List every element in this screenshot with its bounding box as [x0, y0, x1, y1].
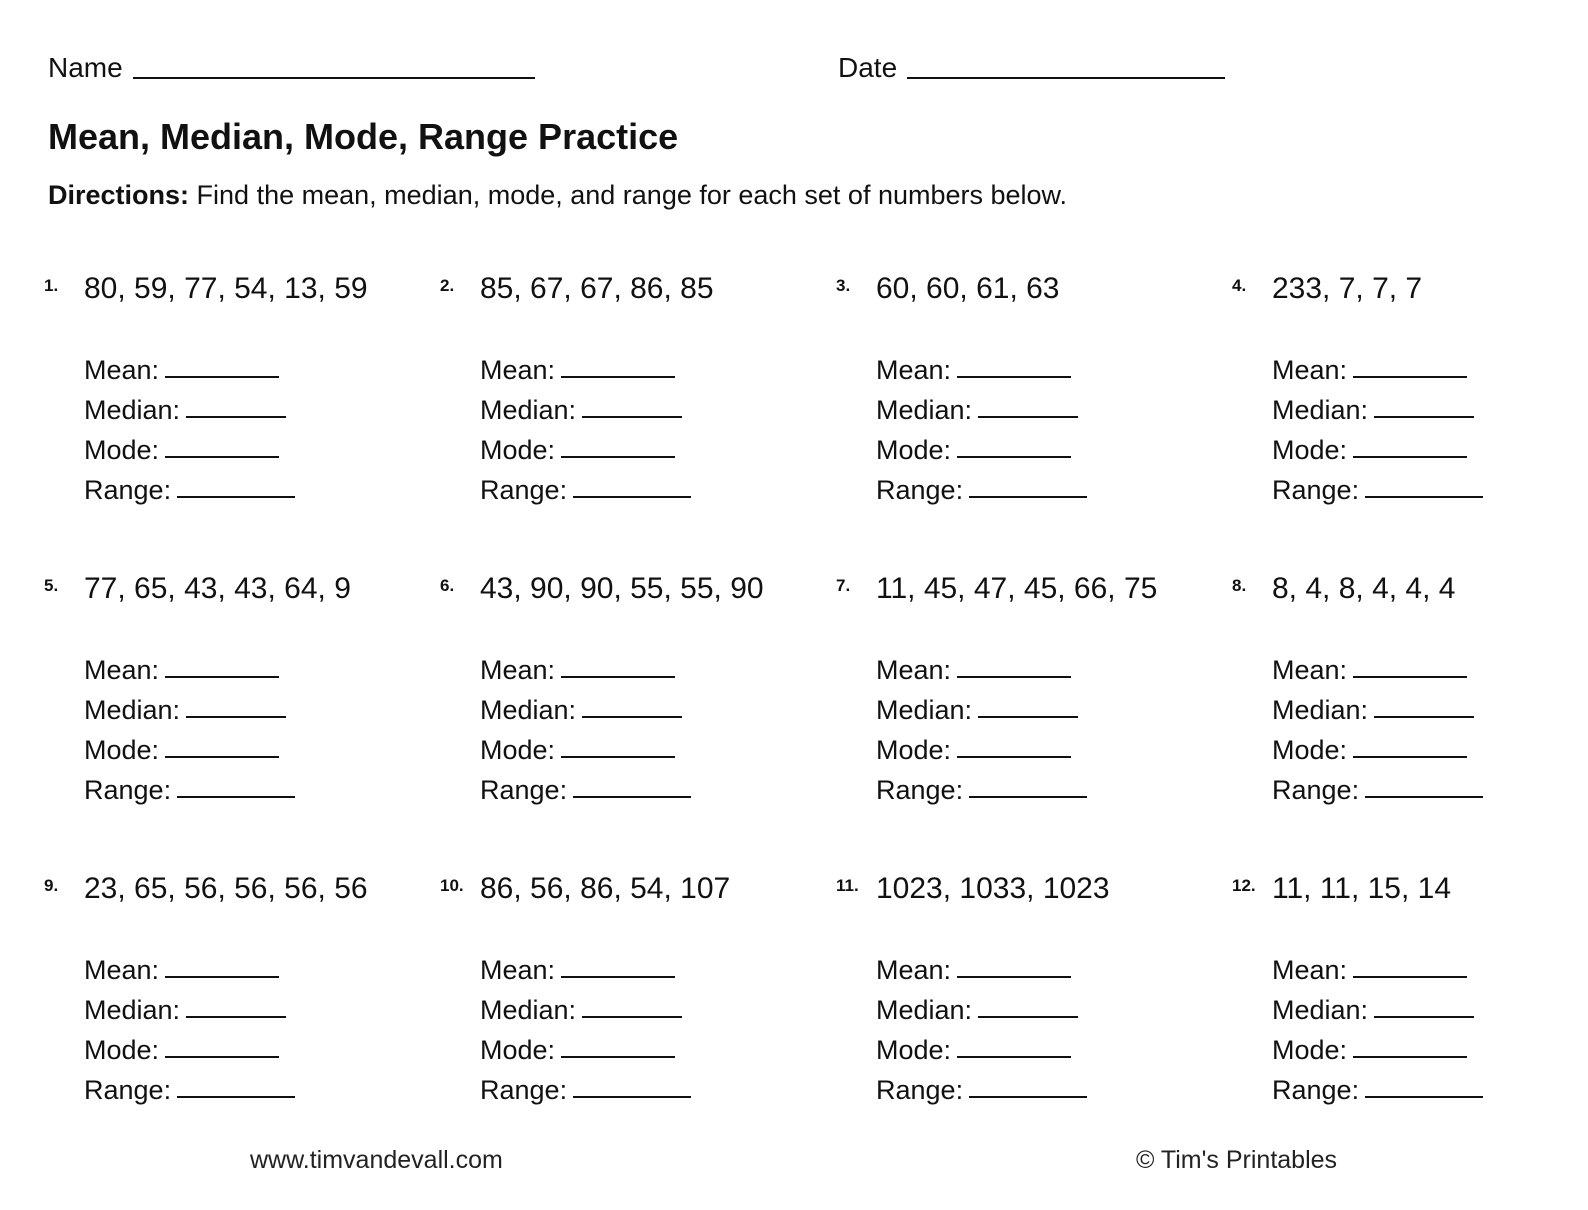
answer-list — [876, 946, 1087, 1106]
range-row — [1272, 766, 1483, 806]
mean-row — [84, 646, 295, 686]
problem-7 — [836, 572, 1216, 832]
mode-answer-blank[interactable] — [165, 456, 279, 458]
mean-label: Mean: — [480, 955, 556, 985]
range-answer-blank[interactable] — [969, 1096, 1087, 1098]
mode-answer-blank[interactable] — [957, 456, 1071, 458]
mode-row — [1272, 726, 1483, 766]
number-set: 1023, 1033, 1023 — [876, 872, 1110, 905]
mean-answer-blank[interactable] — [561, 976, 675, 978]
median-label: Median: — [480, 395, 577, 425]
problem-3 — [836, 272, 1216, 532]
median-label: Median: — [876, 695, 973, 725]
mode-answer-blank[interactable] — [1353, 456, 1467, 458]
mean-label: Mean: — [876, 955, 952, 985]
range-row — [84, 1066, 295, 1106]
median-row — [1272, 386, 1483, 426]
mode-row — [480, 1026, 691, 1066]
median-label: Median: — [84, 395, 181, 425]
mode-label: Mode: — [480, 1035, 556, 1065]
median-answer-blank[interactable] — [186, 416, 286, 418]
mean-row — [876, 346, 1087, 386]
range-label: Range: — [480, 475, 568, 505]
median-label: Median: — [84, 995, 181, 1025]
problem-number: 5. — [44, 576, 59, 595]
median-label: Median: — [1272, 395, 1369, 425]
mode-label: Mode: — [84, 735, 160, 765]
answer-list — [876, 646, 1087, 806]
answer-list — [1272, 646, 1483, 806]
mean-label: Mean: — [480, 655, 556, 685]
problem-5 — [44, 572, 424, 832]
footer-copyright: © Tim's Printables — [1136, 1146, 1338, 1174]
mean-answer-blank[interactable] — [561, 376, 675, 378]
problem-number: 2. — [440, 276, 455, 295]
median-answer-blank[interactable] — [978, 1016, 1078, 1018]
mode-label: Mode: — [876, 735, 952, 765]
mode-label: Mode: — [1272, 1035, 1348, 1065]
date-field — [838, 52, 1225, 84]
range-row — [1272, 1066, 1483, 1106]
number-set: 11, 11, 15, 14 — [1272, 872, 1452, 905]
range-answer-blank[interactable] — [177, 496, 295, 498]
mean-answer-blank[interactable] — [1353, 976, 1467, 978]
range-answer-blank[interactable] — [573, 1096, 691, 1098]
problem-number: 9. — [44, 876, 59, 895]
range-row — [84, 766, 295, 806]
mode-answer-blank[interactable] — [561, 1056, 675, 1058]
mode-answer-blank[interactable] — [957, 756, 1071, 758]
problem-9 — [44, 872, 424, 1132]
range-answer-blank[interactable] — [1365, 496, 1483, 498]
range-label: Range: — [84, 775, 172, 805]
mean-label: Mean: — [84, 955, 160, 985]
mode-row — [876, 726, 1087, 766]
mean-answer-blank[interactable] — [561, 676, 675, 678]
problem-8 — [1232, 572, 1588, 832]
median-label: Median: — [876, 995, 973, 1025]
mean-answer-blank[interactable] — [957, 376, 1071, 378]
mean-row — [876, 646, 1087, 686]
range-answer-blank[interactable] — [1365, 1096, 1483, 1098]
range-label: Range: — [876, 475, 964, 505]
range-answer-blank[interactable] — [573, 796, 691, 798]
answer-list — [1272, 346, 1483, 506]
median-row — [876, 986, 1087, 1026]
mean-row — [1272, 646, 1483, 686]
mode-label: Mode: — [876, 1035, 952, 1065]
median-answer-blank[interactable] — [1374, 1016, 1474, 1018]
median-row — [480, 986, 691, 1026]
mean-label: Mean: — [480, 355, 556, 385]
date-label: Date — [838, 52, 898, 83]
mode-row — [1272, 426, 1483, 466]
range-row — [1272, 466, 1483, 506]
median-row — [876, 386, 1087, 426]
range-label: Range: — [876, 1075, 964, 1105]
problem-2 — [440, 272, 820, 532]
answer-list — [480, 946, 691, 1106]
footer-url: www.timvandevall.com — [250, 1146, 503, 1174]
mode-answer-blank[interactable] — [165, 756, 279, 758]
problem-number: 4. — [1232, 276, 1247, 295]
name-blank[interactable] — [133, 77, 535, 79]
number-set: 233, 7, 7, 7 — [1272, 272, 1423, 305]
problem-number: 12. — [1232, 876, 1256, 895]
mean-answer-blank[interactable] — [957, 976, 1071, 978]
mode-label: Mode: — [1272, 735, 1348, 765]
mean-row — [84, 946, 295, 986]
mode-answer-blank[interactable] — [561, 756, 675, 758]
mode-label: Mode: — [84, 435, 160, 465]
range-answer-blank[interactable] — [1365, 796, 1483, 798]
median-answer-blank[interactable] — [186, 1016, 286, 1018]
median-answer-blank[interactable] — [978, 416, 1078, 418]
range-label: Range: — [1272, 775, 1360, 805]
answer-list — [84, 346, 295, 506]
mean-label: Mean: — [1272, 955, 1348, 985]
mode-row — [480, 426, 691, 466]
mean-row — [1272, 946, 1483, 986]
range-label: Range: — [480, 775, 568, 805]
mean-label: Mean: — [876, 655, 952, 685]
mean-answer-blank[interactable] — [165, 976, 279, 978]
mean-label: Mean: — [1272, 355, 1348, 385]
mode-row — [84, 1026, 295, 1066]
mean-label: Mean: — [876, 355, 952, 385]
mode-row — [876, 426, 1087, 466]
number-set: 77, 65, 43, 43, 64, 9 — [84, 572, 351, 605]
mode-row — [480, 726, 691, 766]
median-row — [1272, 986, 1483, 1026]
mean-answer-blank[interactable] — [1353, 376, 1467, 378]
answer-list — [480, 646, 691, 806]
mode-answer-blank[interactable] — [561, 456, 675, 458]
number-set: 85, 67, 67, 86, 85 — [480, 272, 714, 305]
median-row — [84, 386, 295, 426]
mean-row — [876, 946, 1087, 986]
mode-answer-blank[interactable] — [165, 1056, 279, 1058]
problem-number: 6. — [440, 576, 455, 595]
median-answer-blank[interactable] — [978, 716, 1078, 718]
median-answer-blank[interactable] — [582, 416, 682, 418]
mode-label: Mode: — [1272, 435, 1348, 465]
problem-number: 11. — [836, 876, 859, 895]
mean-answer-blank[interactable] — [165, 676, 279, 678]
median-answer-blank[interactable] — [186, 716, 286, 718]
directions-text: Find the mean, median, mode, and range for each set of numbers below. — [196, 180, 1068, 210]
median-answer-blank[interactable] — [1374, 716, 1474, 718]
median-label: Median: — [480, 695, 577, 725]
median-row — [84, 686, 295, 726]
range-answer-blank[interactable] — [969, 496, 1087, 498]
range-row — [480, 466, 691, 506]
problem-number: 10. — [440, 876, 464, 895]
answer-list — [1272, 946, 1483, 1106]
mean-row — [480, 346, 691, 386]
mean-row — [480, 946, 691, 986]
mean-answer-blank[interactable] — [165, 376, 279, 378]
mode-answer-blank[interactable] — [1353, 1056, 1467, 1058]
mean-label: Mean: — [84, 655, 160, 685]
mode-answer-blank[interactable] — [957, 1056, 1071, 1058]
directions-heading: Directions: — [48, 180, 190, 210]
mean-row — [1272, 346, 1483, 386]
mean-label: Mean: — [1272, 655, 1348, 685]
range-label: Range: — [1272, 1075, 1360, 1105]
mean-answer-blank[interactable] — [1353, 676, 1467, 678]
problem-1 — [44, 272, 424, 532]
median-row — [480, 686, 691, 726]
mode-answer-blank[interactable] — [1353, 756, 1467, 758]
mode-label: Mode: — [480, 435, 556, 465]
range-label: Range: — [84, 1075, 172, 1105]
median-answer-blank[interactable] — [1374, 416, 1474, 418]
problem-10 — [440, 872, 820, 1132]
number-set: 23, 65, 56, 56, 56, 56 — [84, 872, 368, 905]
date-blank[interactable] — [907, 77, 1225, 79]
median-row — [1272, 686, 1483, 726]
problem-12 — [1232, 872, 1588, 1132]
range-label: Range: — [1272, 475, 1360, 505]
median-label: Median: — [876, 395, 973, 425]
page-title: Mean, Median, Mode, Range Practice — [48, 116, 679, 157]
range-label: Range: — [480, 1075, 568, 1105]
number-set: 60, 60, 61, 63 — [876, 272, 1060, 305]
number-set: 11, 45, 47, 45, 66, 75 — [876, 572, 1158, 605]
median-label: Median: — [84, 695, 181, 725]
problem-number: 7. — [836, 576, 851, 595]
range-row — [480, 1066, 691, 1106]
median-answer-blank[interactable] — [582, 716, 682, 718]
median-row — [480, 386, 691, 426]
range-row — [480, 766, 691, 806]
mean-label: Mean: — [84, 355, 160, 385]
range-row — [876, 466, 1087, 506]
number-set: 86, 56, 86, 54, 107 — [480, 872, 731, 905]
answer-list — [876, 346, 1087, 506]
problem-6 — [440, 572, 820, 832]
range-row — [84, 466, 295, 506]
number-set: 43, 90, 90, 55, 55, 90 — [480, 572, 764, 605]
answer-list — [84, 646, 295, 806]
range-answer-blank[interactable] — [177, 796, 295, 798]
mean-answer-blank[interactable] — [957, 676, 1071, 678]
problem-11 — [836, 872, 1216, 1132]
range-label: Range: — [876, 775, 964, 805]
range-answer-blank[interactable] — [573, 496, 691, 498]
mode-label: Mode: — [480, 735, 556, 765]
median-label: Median: — [1272, 995, 1369, 1025]
answer-list — [84, 946, 295, 1106]
range-answer-blank[interactable] — [177, 1096, 295, 1098]
range-row — [876, 1066, 1087, 1106]
median-label: Median: — [1272, 695, 1369, 725]
mode-row — [84, 726, 295, 766]
problem-number: 3. — [836, 276, 851, 295]
mode-label: Mode: — [84, 1035, 160, 1065]
problem-number: 1. — [44, 276, 59, 295]
number-set: 80, 59, 77, 54, 13, 59 — [84, 272, 368, 305]
name-label: Name — [48, 52, 123, 83]
directions — [48, 180, 1067, 211]
problem-4 — [1232, 272, 1588, 532]
name-field — [48, 52, 535, 84]
mean-row — [84, 346, 295, 386]
median-answer-blank[interactable] — [582, 1016, 682, 1018]
mean-row — [480, 646, 691, 686]
mode-row — [1272, 1026, 1483, 1066]
mode-row — [84, 426, 295, 466]
answer-list — [480, 346, 691, 506]
mode-row — [876, 1026, 1087, 1066]
range-row — [876, 766, 1087, 806]
median-row — [876, 686, 1087, 726]
range-answer-blank[interactable] — [969, 796, 1087, 798]
mode-label: Mode: — [876, 435, 952, 465]
median-label: Median: — [480, 995, 577, 1025]
range-label: Range: — [84, 475, 172, 505]
median-row — [84, 986, 295, 1026]
problem-number: 8. — [1232, 576, 1247, 595]
number-set: 8, 4, 8, 4, 4, 4 — [1272, 572, 1456, 605]
